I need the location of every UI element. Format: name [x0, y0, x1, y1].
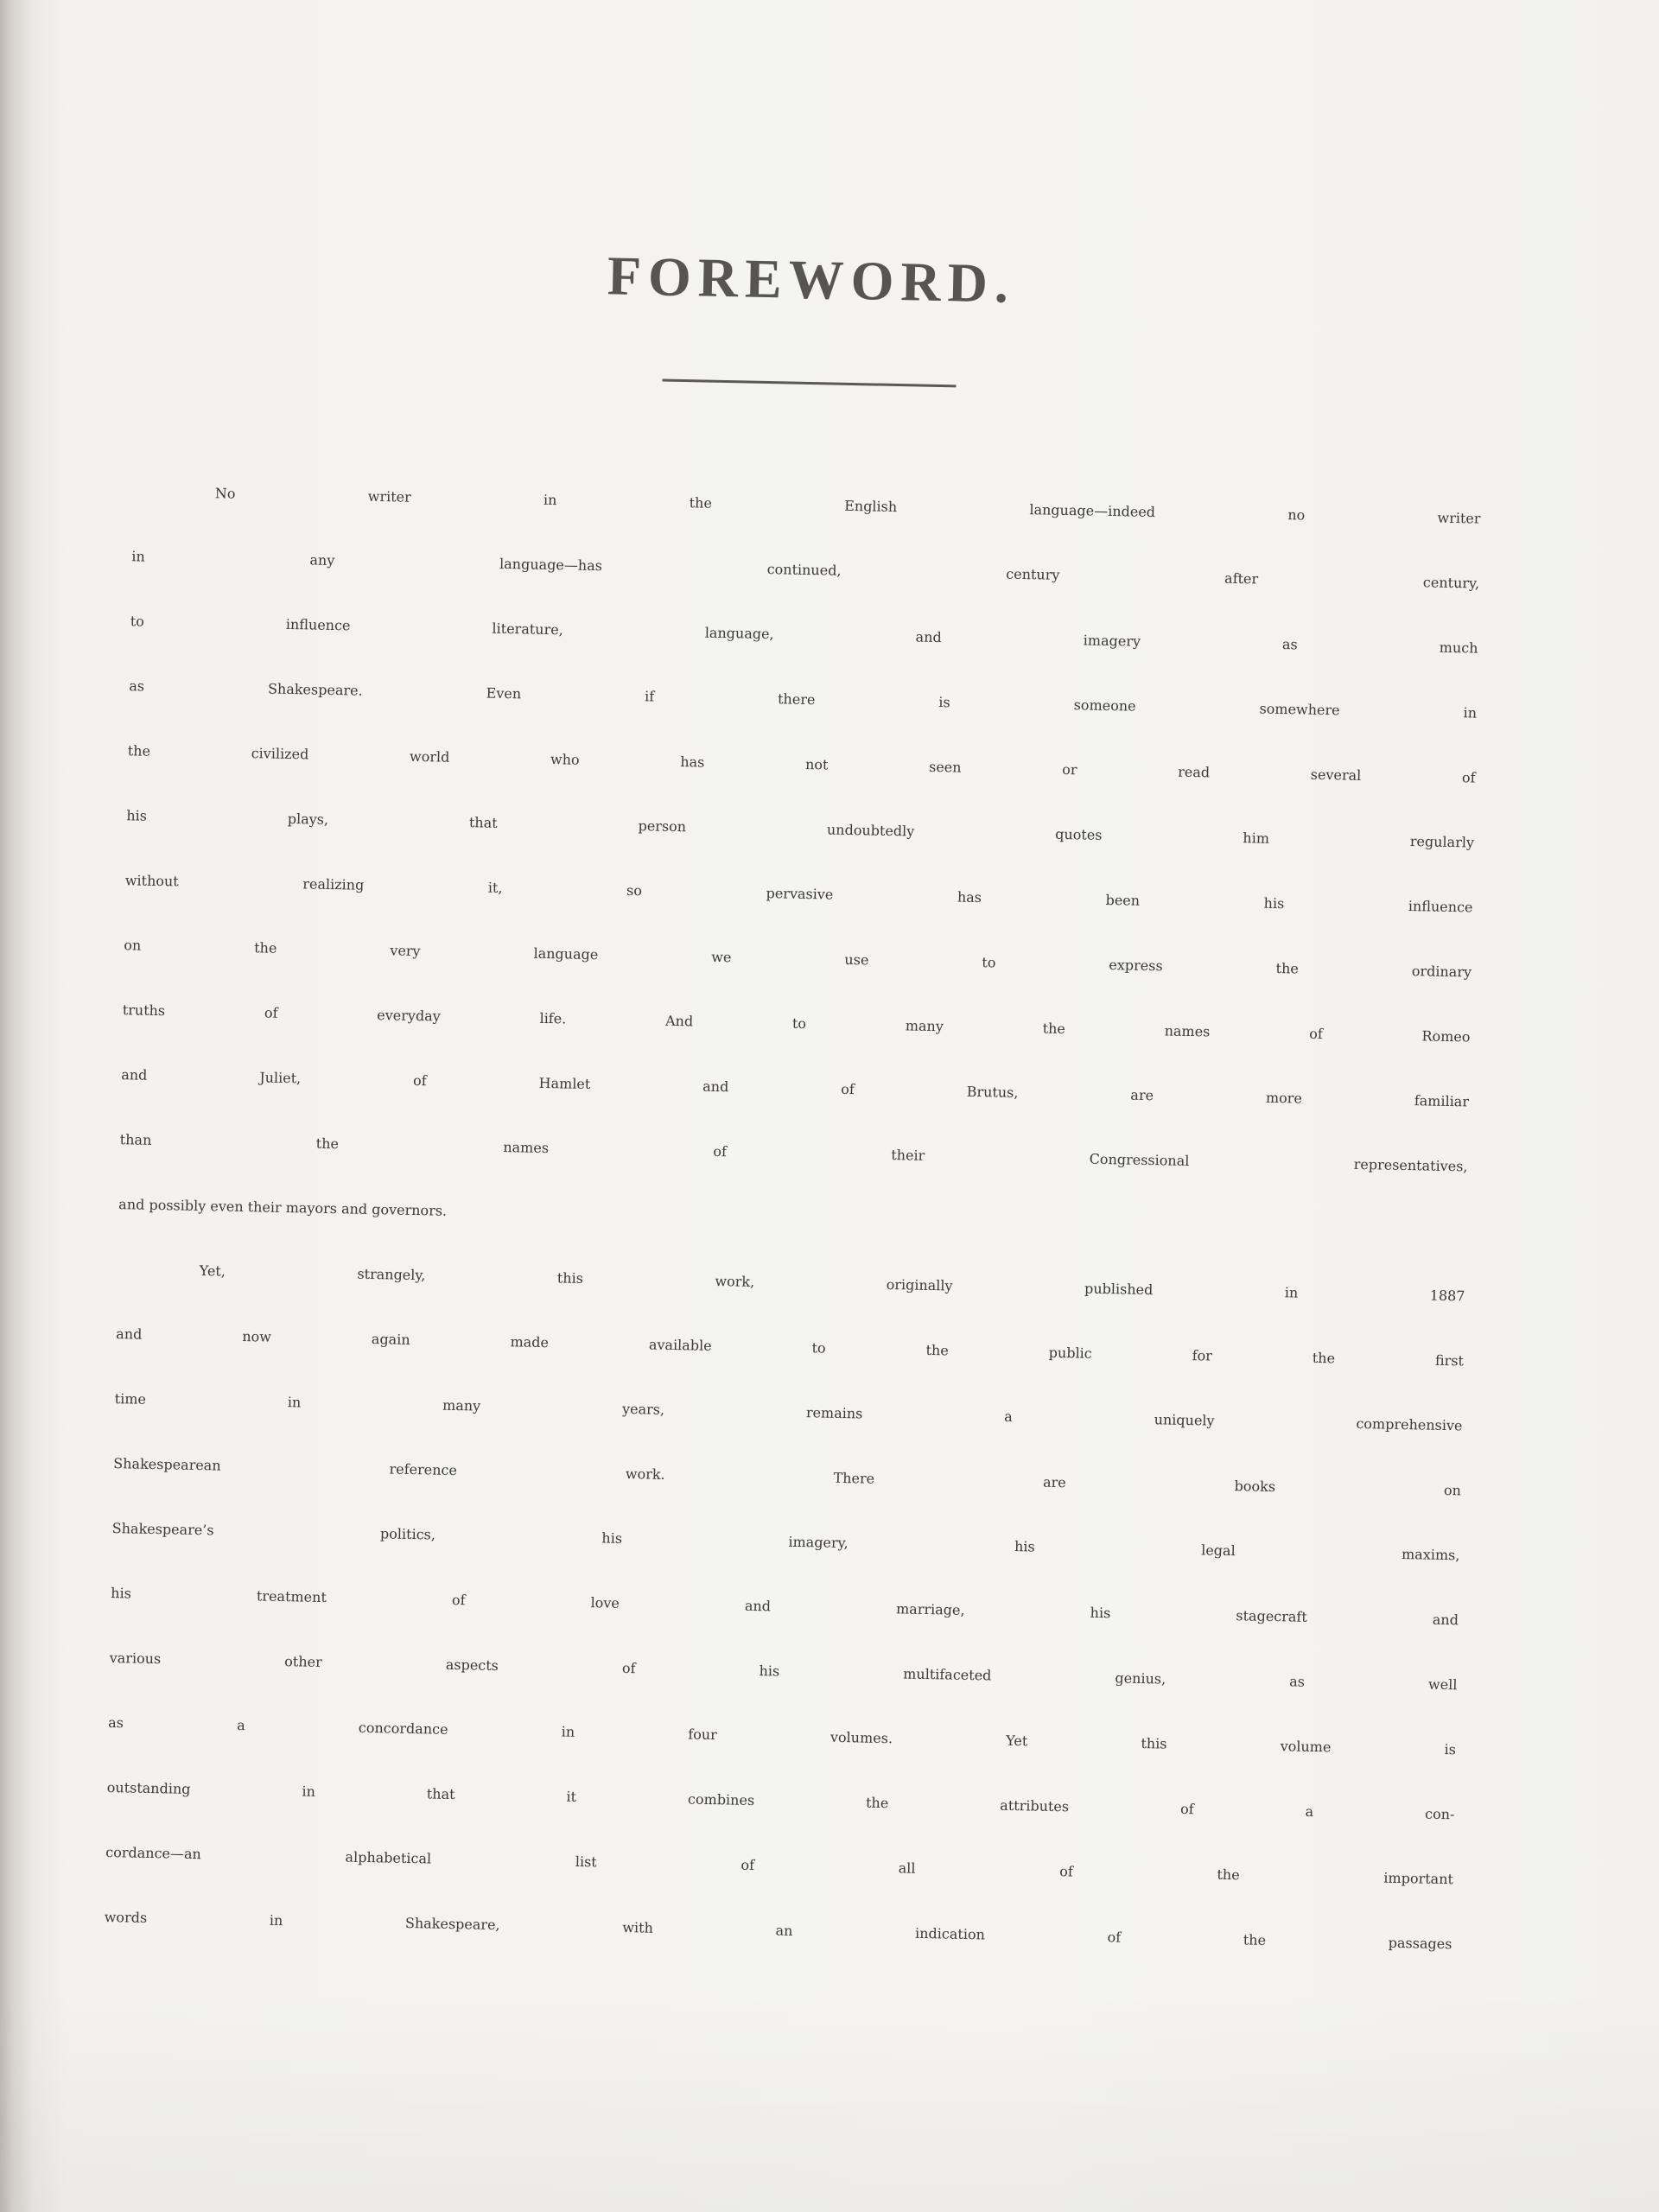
text-line: without realizing it, so pervasive has been his influence [124, 872, 1473, 916]
title-divider-rule [663, 379, 957, 388]
foreword-body [103, 483, 1480, 2000]
text-line: cordance—an alphabetical list of all of the important [105, 1843, 1454, 1888]
text-line: Shakespearean reference work. There are books on [113, 1455, 1462, 1499]
text-line: words in Shakespeare, with an indication of the passages [104, 1908, 1452, 1953]
text-line: various other aspects of his multifaceted genius, as well [109, 1649, 1458, 1694]
text-line: his plays, that person undoubtedly quotes him regularly [126, 807, 1475, 851]
text-line: as Shakespeare. Even if there is someone somewhere in [129, 677, 1478, 721]
text-line: No writer in the English language—indeed no writer [214, 485, 1481, 527]
paragraph-1 [118, 483, 1481, 1287]
text-line: the civilized world who has not seen or read several of [127, 742, 1476, 786]
text-line: on the very language we use to express the ordinary [124, 937, 1472, 981]
text-line: Shakespeare’s politics, his imagery, his legal maxims, [111, 1520, 1460, 1564]
text-line: Yet, strangely, this work, originally published in 1887 [199, 1262, 1465, 1305]
text-line: time in many years, remains a uniquely comprehensive [114, 1390, 1463, 1434]
binding-shadow [0, 0, 33, 2212]
text-line: to influence literature, language, and imagery as much [130, 613, 1478, 657]
text-line: and possibly even their mayors and governors. [118, 1196, 448, 1219]
text-line: and Juliet, of Hamlet and of Brutus, are more familiar [121, 1066, 1470, 1110]
page-shadow [0, 1987, 1659, 2212]
text-line: outstanding in that it combines the attributes of a con- [106, 1778, 1455, 1823]
foreword-page [100, 219, 1486, 2147]
text-line: his treatment of love and marriage, his stagecraft and [111, 1585, 1459, 1629]
text-line: as a concordance in four volumes. Yet this volume is [108, 1713, 1457, 1758]
text-line: and now again made available to the public for the first [116, 1325, 1465, 1370]
text-line: truths of everyday life. And to many the names of Romeo [122, 1001, 1471, 1046]
page-title: FOREWORD. [607, 245, 1016, 315]
text-line: than the names of their Congressional representatives, [119, 1131, 1468, 1175]
text-line: in any language—has continued, century after century, [131, 548, 1480, 592]
paragraph-2 [103, 1261, 1465, 2000]
